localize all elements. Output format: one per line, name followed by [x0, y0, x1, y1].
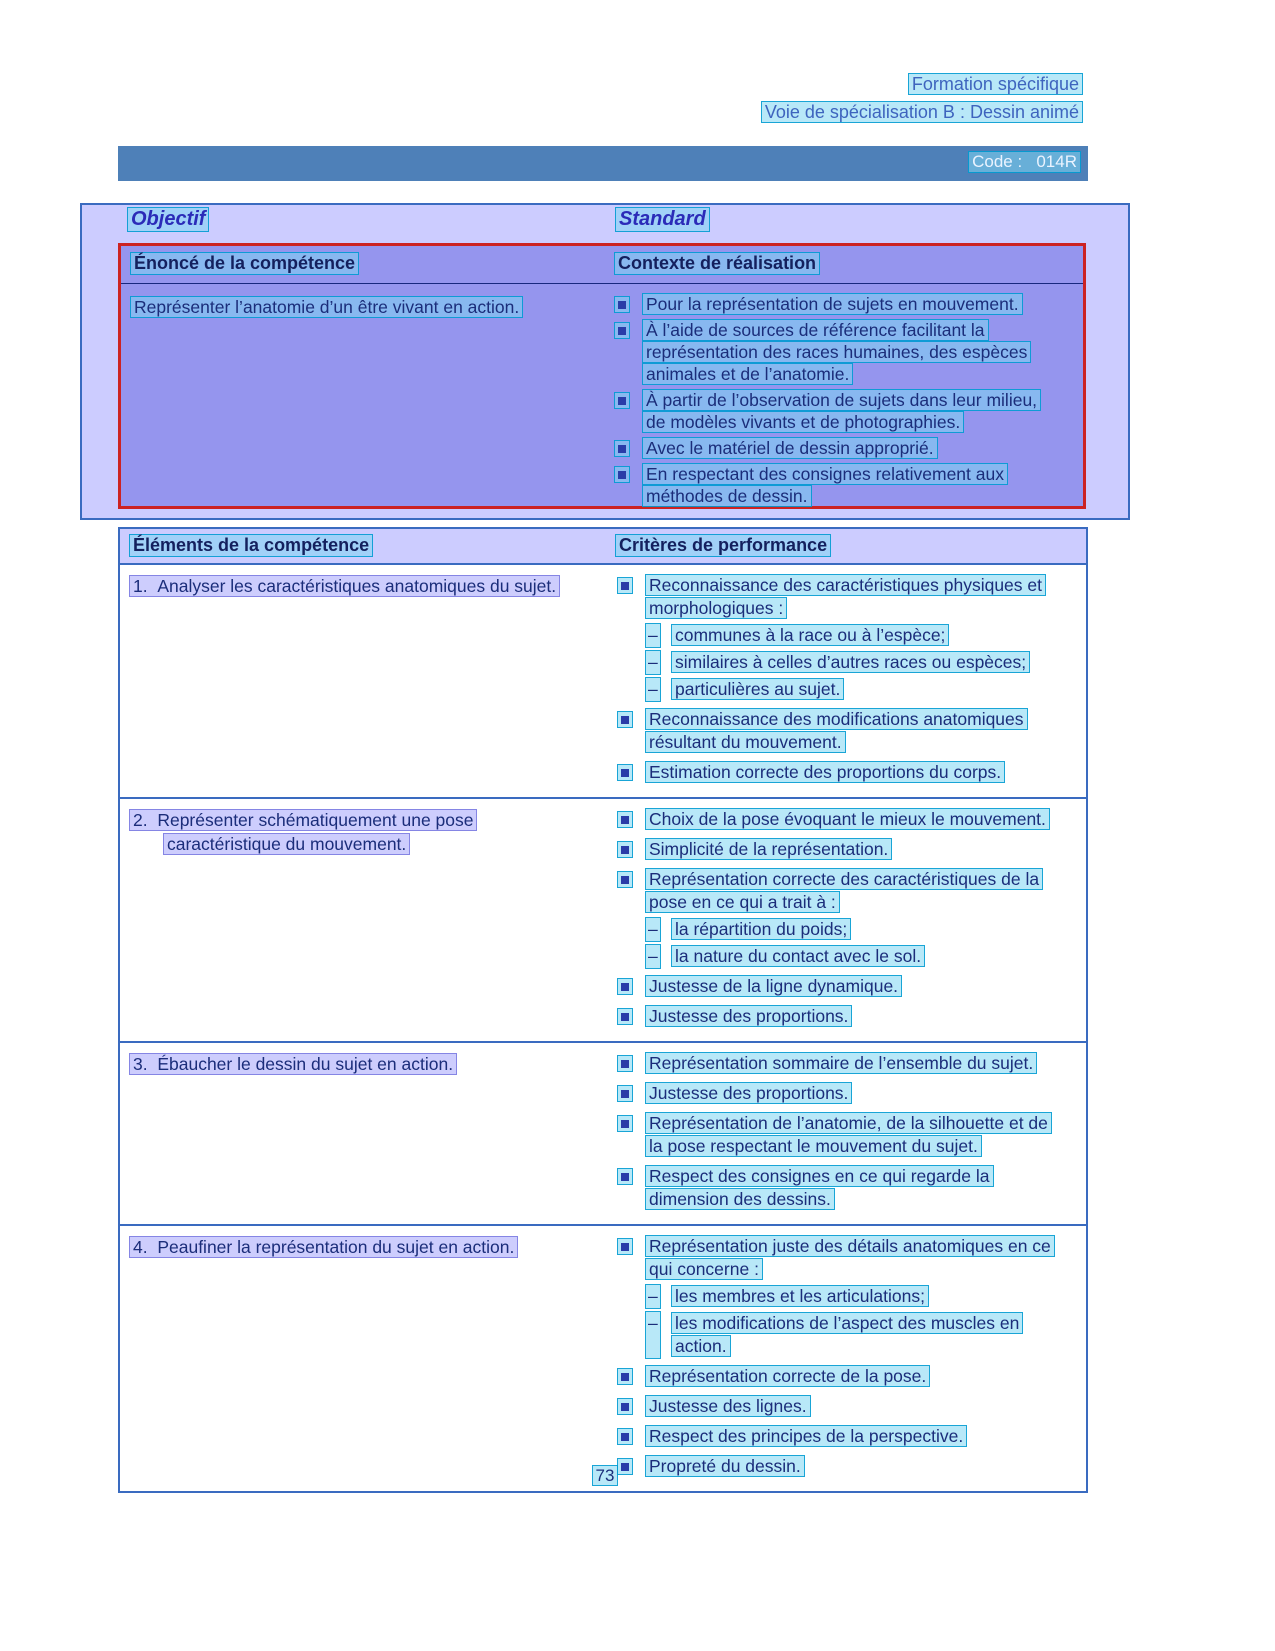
sub-item-text-wrap [672, 624, 1058, 647]
bullet-item [618, 868, 1082, 968]
bullet-item [615, 463, 1079, 507]
enonce-header: Énoncé de la compétence [131, 253, 358, 274]
elements-header: Éléments de la compétence [130, 535, 372, 556]
element-text-wrap [130, 1052, 575, 1076]
bullet-text-wrap [646, 574, 1058, 701]
code-label: Code : 014R [969, 152, 1080, 172]
bullet-item [615, 437, 1079, 459]
bullet-text: Estimation correcte des proportions du corps. [646, 762, 1004, 782]
bullet-square [621, 1403, 629, 1411]
bullet-square-icon [615, 467, 629, 482]
bullet-square-icon [618, 712, 632, 727]
document-header [762, 71, 1082, 127]
bullet-square-icon [618, 1086, 632, 1101]
sub-item-text-wrap [672, 1312, 1058, 1358]
bullet-text-wrap [646, 1395, 1058, 1418]
bullet-square [618, 327, 626, 335]
standard-label: Standard [616, 208, 709, 231]
bullet-text: Justesse des lignes. [646, 1396, 810, 1416]
bullet-square-icon [618, 1239, 632, 1254]
bullet-item [618, 1395, 1082, 1418]
bullet-text: Reconnaissance des caractéristiques physiques et morphologiques : [646, 575, 1045, 618]
enonce-cell [131, 296, 583, 319]
bullet-square-icon [615, 297, 629, 312]
bullet-text-wrap [643, 437, 1055, 459]
bullet-text: Représentation juste des détails anatomiques en ce qui concerne : [646, 1236, 1054, 1279]
bullet-text: Représentation de l’anatomie, de la silhouette et de la pose respectant le mouvement du sujet. [646, 1113, 1051, 1156]
bullet-square-icon [618, 812, 632, 827]
dash-icon: – [646, 651, 660, 674]
bullet-text: En respectant des consignes relativement aux méthodes de dessin. [643, 464, 1007, 506]
header-line-2-wrap [762, 99, 1082, 126]
bullet-square-icon [615, 323, 629, 338]
bullet-text: Choix de la pose évoquant le mieux le mouvement. [646, 809, 1049, 829]
dash-icon: – [646, 624, 660, 647]
page-number-wrap [0, 1466, 1210, 1486]
bullet-item [618, 838, 1082, 861]
bullet-square [621, 876, 629, 884]
enonce-text: Représenter l’anatomie d’un être vivant en action. [131, 297, 522, 317]
sub-item [646, 678, 1058, 701]
bullet-text-wrap [646, 975, 1058, 998]
criteria-cell [606, 808, 1086, 1035]
objectif-standard-panel [80, 203, 1130, 520]
element-text: 2. Représenter schématiquement une pose caractéristique du mouvement. [130, 810, 476, 854]
dash-icon: – [646, 945, 660, 968]
bullet-square [618, 301, 626, 309]
bullet-text-wrap [646, 1082, 1058, 1105]
bullet-square [621, 582, 629, 590]
dash-icon: – [646, 918, 660, 941]
element-text: 1. Analyser les caractéristiques anatomiques du sujet. [130, 576, 559, 596]
bullet-square-icon [618, 1116, 632, 1131]
bullet-square [621, 983, 629, 991]
bullet-item [618, 1235, 1082, 1358]
bullet-text-wrap [646, 761, 1058, 784]
sub-item-text: communes à la race ou à l’espèce; [672, 625, 948, 645]
element-text: 3. Ébaucher le dessin du sujet en action. [130, 1054, 456, 1074]
sub-item-text: les modifications de l’aspect des muscles en action. [672, 1313, 1022, 1356]
bullet-square [621, 1173, 629, 1181]
bullet-text-wrap [646, 1052, 1058, 1075]
element-cell [120, 808, 606, 1035]
bullet-square [618, 397, 626, 405]
sub-item-text-wrap [672, 918, 1058, 941]
sub-item-text: particulières au sujet. [672, 679, 843, 699]
sub-item [646, 1312, 1058, 1358]
bullet-square-icon [618, 979, 632, 994]
objectif-label: Objectif [128, 208, 208, 231]
sub-item [646, 945, 1058, 968]
bullet-square-icon [618, 765, 632, 780]
bullet-item [618, 1082, 1082, 1105]
element-cell [120, 1052, 606, 1218]
sub-item [646, 651, 1058, 674]
element-cell [120, 574, 606, 791]
bullet-text-wrap [646, 1165, 1058, 1211]
bullet-item [618, 761, 1082, 784]
bullet-text: Simplicité de la représentation. [646, 839, 891, 859]
bullet-item [618, 1005, 1082, 1028]
bullet-text: Respect des principes de la perspective. [646, 1426, 966, 1446]
header-voie-label: Voie de spécialisation B : Dessin animé [762, 102, 1082, 122]
bullet-square [621, 769, 629, 777]
enonce-contexte-header-row [121, 246, 1083, 284]
bullet-text: Reconnaissance des modifications anatomiques résultant du mouvement. [646, 709, 1027, 752]
title-banner [118, 146, 1088, 181]
sub-item-text: similaires à celles d’autres races ou espèces; [672, 652, 1029, 672]
sub-item [646, 624, 1058, 647]
bullet-text: Représentation sommaire de l’ensemble du sujet. [646, 1053, 1036, 1073]
sub-item-text-wrap [672, 678, 1058, 701]
element-text-wrap [130, 808, 575, 856]
sub-item-text-wrap [672, 945, 1058, 968]
bullet-square [621, 1373, 629, 1381]
table-row [120, 1041, 1086, 1224]
bullet-square-icon [618, 842, 632, 857]
element-text: 4. Peaufiner la représentation du sujet en action. [130, 1237, 517, 1257]
element-text-wrap [130, 1235, 575, 1259]
bullet-square-icon [615, 441, 629, 456]
elements-rows [120, 565, 1086, 1491]
table-row [120, 565, 1086, 797]
bullet-square-icon [618, 1056, 632, 1071]
criteria-cell [606, 574, 1086, 791]
sub-item-text: la nature du contact avec le sol. [672, 946, 924, 966]
sub-item-text: les membres et les articulations; [672, 1286, 928, 1306]
bullet-text-wrap [643, 463, 1055, 507]
enonce-contexte-box [118, 243, 1086, 509]
elements-table-header-row [120, 529, 1086, 565]
criteria-cell [606, 1052, 1086, 1218]
bullet-square-icon [618, 1429, 632, 1444]
bullet-text: Propreté du dessin. [646, 1456, 804, 1476]
bullet-item [618, 1052, 1082, 1075]
bullet-item [618, 574, 1082, 701]
sub-item [646, 1285, 1058, 1308]
bullet-text: Justesse de la ligne dynamique. [646, 976, 901, 996]
bullet-square-icon [618, 1169, 632, 1184]
bullet-item [615, 293, 1079, 315]
bullet-square [621, 846, 629, 854]
bullet-square-icon [615, 393, 629, 408]
bullet-text-wrap [643, 293, 1055, 315]
criteria-cell [606, 1235, 1086, 1485]
bullet-text-wrap [646, 808, 1058, 831]
bullet-item [618, 808, 1082, 831]
bullet-text: Respect des consignes en ce qui regarde la dimension des dessins. [646, 1166, 993, 1209]
dash-icon: – [646, 1285, 660, 1308]
sub-item-text-wrap [672, 651, 1058, 674]
element-cell [120, 1235, 606, 1485]
bullet-text: Représentation correcte des caractéristiques de la pose en ce qui a trait à : [646, 869, 1042, 912]
dash-icon: – [646, 1312, 660, 1358]
bullet-square [618, 471, 626, 479]
bullet-item [618, 708, 1082, 754]
bullet-square [621, 1013, 629, 1021]
bullet-square [621, 1060, 629, 1068]
contexte-header: Contexte de réalisation [615, 253, 819, 274]
bullet-text: Justesse des proportions. [646, 1006, 851, 1026]
bullet-square [621, 1120, 629, 1128]
bullet-text-wrap [646, 1235, 1058, 1358]
bullet-text: Justesse des proportions. [646, 1083, 851, 1103]
bullet-text: Pour la représentation de sujets en mouvement. [643, 294, 1022, 314]
criteres-header: Critères de performance [616, 535, 830, 556]
bullet-text: Avec le matériel de dessin approprié. [643, 438, 937, 458]
bullet-square-icon [618, 578, 632, 593]
bullet-text-wrap [646, 1425, 1058, 1448]
bullet-square-icon [618, 1369, 632, 1384]
bullet-text-wrap [646, 868, 1058, 968]
table-row [120, 1224, 1086, 1491]
bullet-item [618, 1425, 1082, 1448]
bullet-item [615, 389, 1079, 433]
bullet-text: À l’aide de sources de référence facilitant la représentation des races humaines, des espèces animales et de l’anatomie. [643, 320, 1030, 384]
bullet-square [621, 1090, 629, 1098]
bullet-square [621, 816, 629, 824]
bullet-square [621, 716, 629, 724]
sub-item-text-wrap [672, 1285, 1058, 1308]
bullet-item [618, 1365, 1082, 1388]
bullet-text-wrap [646, 1365, 1058, 1388]
sub-item-text: la répartition du poids; [672, 919, 850, 939]
bullet-text-wrap [643, 319, 1055, 385]
bullet-text-wrap [646, 1005, 1058, 1028]
bullet-square-icon [618, 1399, 632, 1414]
bullet-text: À partir de l’observation de sujets dans leur milieu, de modèles vivants et de photographies. [643, 390, 1040, 432]
page-number: 73 [593, 1466, 618, 1485]
bullet-square-icon [618, 1009, 632, 1024]
bullet-text-wrap [646, 708, 1058, 754]
header-formation-label: Formation spécifique [909, 74, 1082, 94]
sub-item [646, 918, 1058, 941]
bullet-item [618, 1112, 1082, 1158]
bullet-text-wrap [643, 389, 1055, 433]
elements-table [118, 527, 1088, 1493]
bullet-text: Représentation correcte de la pose. [646, 1366, 929, 1386]
bullet-square [618, 445, 626, 453]
bullet-text-wrap [646, 838, 1058, 861]
contexte-list [615, 293, 1079, 511]
bullet-square [621, 1243, 629, 1251]
bullet-text-wrap [646, 1112, 1058, 1158]
bullet-item [618, 1165, 1082, 1211]
bullet-item [615, 319, 1079, 385]
bullet-square [621, 1433, 629, 1441]
dash-icon: – [646, 678, 660, 701]
header-line-1-wrap [762, 71, 1082, 98]
table-row [120, 797, 1086, 1041]
bullet-square-icon [618, 872, 632, 887]
bullet-item [618, 975, 1082, 998]
element-text-wrap [130, 574, 575, 598]
